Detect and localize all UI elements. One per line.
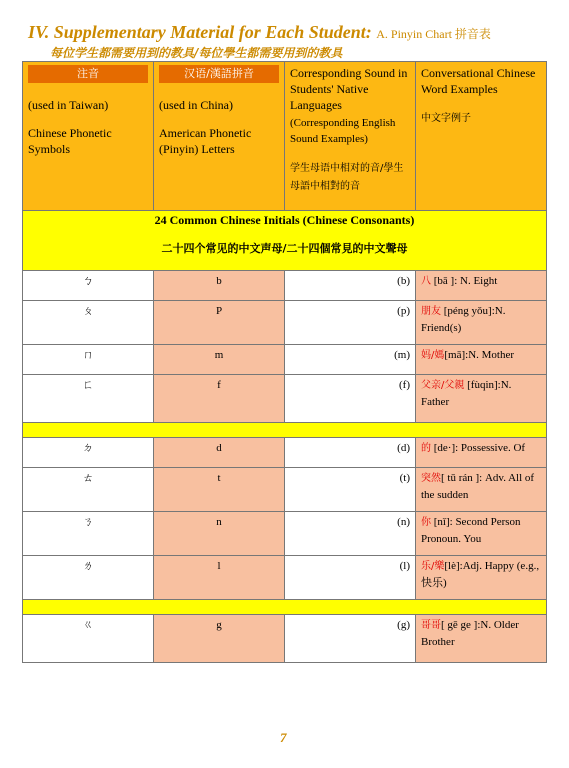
example-definition: [ tū rán ]: Adv. All of the sudden [421,472,535,501]
page-subtitle: 每位学生都需要用到的教具/每位學生都需要用到的教具 [50,46,343,60]
header-text: Chinese Phonetic Symbols [28,126,112,156]
table-row [22,301,547,345]
header-text: 中文字例子 [421,113,471,124]
header-tag-pinyin: 汉语/漢語拼音 [159,65,279,83]
table-row [22,375,547,423]
example-cell [416,345,546,374]
table-row [22,615,547,663]
header-text: 学生母语中相对的音/學生母語中相對的音 [290,163,404,192]
sound-cell: (l) [285,556,416,599]
zhuyin-cell: ㄈ [23,375,154,422]
example-cell [416,375,546,422]
example-cell [416,615,546,662]
header-text: Conversational Chinese Word Examples [421,66,536,96]
example-cell [416,438,546,467]
header-text: American Phonetic (Pinyin) Letters [159,126,252,156]
header-col-zhuyin [23,62,154,210]
section-heading [22,211,547,271]
sound-cell: (f) [285,375,416,422]
table-row [22,512,547,556]
pinyin-cell: b [154,271,285,300]
example-definition: [de·]: Possessive. Of [431,442,526,454]
sound-cell: (g) [285,615,416,662]
table-body [22,271,547,663]
title-sub-text: Pinyin Chart 拼音表 [390,27,491,41]
pinyin-cell: m [154,345,285,374]
example-word: 突然 [421,473,441,484]
table-row [22,556,547,600]
page-title [28,22,558,43]
example-definition: [fùqin]:N. Father [421,379,512,408]
example-word: 朋友 [421,306,441,317]
example-cell [416,468,546,511]
pinyin-cell: n [154,512,285,555]
sound-cell: (m) [285,345,416,374]
table-row [22,345,547,375]
title-sub [376,27,491,41]
table-row [22,271,547,301]
header-tag-zhuyin: 注音 [28,65,148,83]
zhuyin-cell: ㄍ [23,615,154,662]
example-definition: [ gē ge ]:N. Older Brother [421,619,519,648]
section-title: 24 Common Chinese Initials (Chinese Consonants) [154,213,415,227]
example-cell [416,301,546,344]
pinyin-cell: g [154,615,285,662]
example-definition: [péng yǒu]:N. Friend(s) [421,305,506,334]
section-title-cjk: 二十四个常见的中文声母/二十四個常見的中文聲母 [161,242,408,255]
sound-cell: (b) [285,271,416,300]
example-word: 你 [421,517,431,528]
pinyin-cell: P [154,301,285,344]
header-col-sound [285,62,416,210]
table-header-row [22,61,547,211]
sound-cell: (d) [285,438,416,467]
example-word: 哥哥 [421,620,441,631]
zhuyin-cell: ㄇ [23,345,154,374]
zhuyin-cell: ㄆ [23,301,154,344]
example-cell [416,556,546,599]
group-divider [22,600,547,615]
sound-cell: (t) [285,468,416,511]
sound-cell: (n) [285,512,416,555]
group-divider [22,423,547,438]
header-col-examples [416,62,546,210]
header-text: (used in China) [159,98,233,112]
title-sub-prefix: A. [376,27,388,41]
header-col-pinyin [154,62,285,210]
zhuyin-cell: ㄋ [23,512,154,555]
example-definition: [bā ]: N. Eight [431,275,498,287]
example-word: 父亲/父親 [421,380,465,391]
zhuyin-cell: ㄌ [23,556,154,599]
table-row [22,468,547,512]
title-main: IV. Supplementary Material for Each Student: [28,22,372,42]
sound-cell: (p) [285,301,416,344]
example-definition: [mā]:N. Mother [444,349,515,361]
example-word: 妈/媽 [421,350,445,361]
zhuyin-cell: ㄅ [23,271,154,300]
example-word: 的 [421,443,431,454]
example-word: 乐/樂 [421,561,445,572]
pinyin-table [22,61,547,663]
header-text: Corresponding Sound in Students' Native Languages [290,66,408,112]
page-number: 7 [280,730,287,745]
pinyin-cell: t [154,468,285,511]
header-text: (used in Taiwan) [28,98,109,112]
example-word: 八 [421,276,431,287]
zhuyin-cell: ㄊ [23,468,154,511]
example-cell [416,512,546,555]
header-text: (Corresponding English Sound Examples) [290,117,396,145]
table-row [22,438,547,468]
zhuyin-cell: ㄉ [23,438,154,467]
pinyin-cell: f [154,375,285,422]
example-definition: [nǐ]: Second Person Pronoun. You [421,516,521,545]
pinyin-cell: l [154,556,285,599]
pinyin-cell: d [154,438,285,467]
example-definition: [lè]:Adj. Happy (e.g., 快乐) [421,560,540,589]
example-cell [416,271,546,300]
